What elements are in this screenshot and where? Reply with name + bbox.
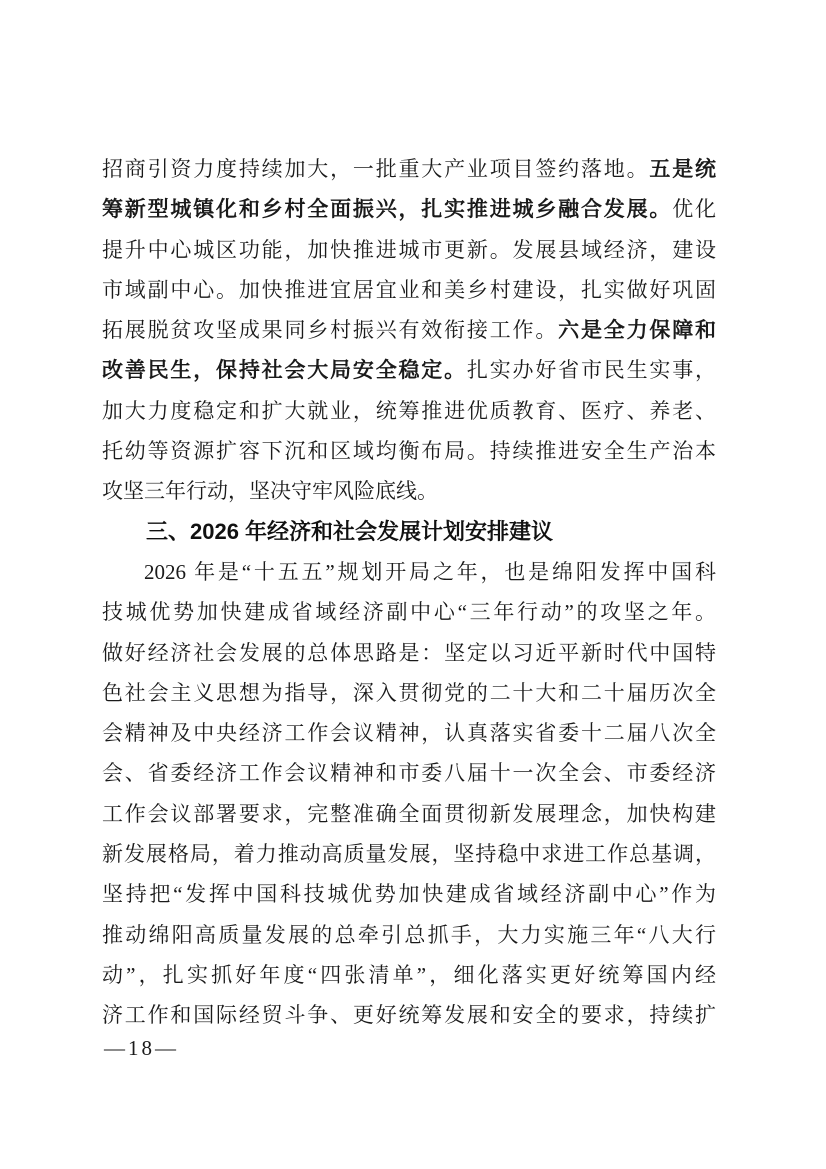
text-segment: 优化 [672,197,716,222]
text-line [102,633,716,673]
text-segment: 济工作和国际经贸斗争、更好统筹发展和安全的要求，持续扩 [102,1003,716,1028]
text-segment: 提升中心城区功能，加快推进城市更新。发展县域经济，建设 [102,237,716,262]
text-line [102,350,716,390]
text-line [102,552,716,592]
text-segment: 动”，扎实抓好年度“四张清单”，细化落实更好统筹国内经 [102,962,716,987]
page-number: —18— [104,1036,179,1060]
text-line [102,149,716,189]
text-segment: 做好经济社会发展的总体思路是：坚定以习近平新时代中国特 [102,640,716,665]
text-segment: 拓展脱贫攻坚成果同乡村振兴有效衔接工作。 [102,318,559,343]
text-line [102,713,716,753]
text-line [102,915,716,955]
text-content [102,149,716,1036]
bold-text-segment: 改善民生，保持社会大局安全稳定。 [102,359,467,383]
text-line [102,874,716,914]
text-segment: 攻坚三年行动，坚决守牢风险底线。 [102,479,438,504]
text-segment: 技城优势加快建成省域经济副中心“三年行动”的攻坚之年。 [102,600,716,625]
text-line [102,834,716,874]
text-line [102,189,716,229]
text-line [102,794,716,834]
text-line [102,270,716,310]
text-line [102,995,716,1035]
text-segment: 市域副中心。加快推进宜居宜业和美乡村建设，扎实做好巩固 [102,277,716,302]
text-line [102,431,716,471]
section-heading: 三、2026 年经济和社会发展计划安排建议 [146,518,554,544]
text-line [102,310,716,350]
paragraph-block-1 [102,149,716,512]
paragraph-block-2 [102,552,716,1036]
text-line [102,673,716,713]
text-segment: 扎实办好省市民生实事， [466,358,716,383]
text-line [102,391,716,431]
bold-text-segment: 五是统 [649,158,716,181]
text-segment: 托幼等资源扩容下沉和区域均衡布局。持续推进安全生产治本 [102,439,716,464]
text-segment: 工作会议部署要求，完整准确全面贯彻新发展理念，加快构建 [102,801,716,826]
text-line [102,753,716,793]
text-segment: 新发展格局，着力推动高质量发展，坚持稳中求进工作总基调， [102,842,716,867]
text-segment: 招商引资力度持续加大，一批重大产业项目签约落地。 [102,157,650,181]
text-segment: 2026 年是“十五五”规划开局之年，也是绵阳发挥中国科 [144,559,716,584]
text-segment: 会、省委经济工作会议精神和市委八届十一次全会、市委经济 [102,761,716,786]
text-segment: 加大力度稳定和扩大就业，统筹推进优质教育、医疗、养老、 [102,398,716,423]
text-segment: 推动绵阳高质量发展的总牵引总抓手，大力实施三年“八大行 [102,922,716,947]
text-line [102,471,716,511]
text-segment: 会精神及中央经济工作会议精神，认真落实省委十二届八次全 [102,721,716,746]
bold-text-segment: 六是全力保障和 [558,319,716,343]
text-segment: 色社会主义思想为指导，深入贯彻党的二十大和二十届历次全 [102,680,716,705]
text-line [102,592,716,632]
text-segment: 坚持把“发挥中国科技城优势加快建成省域经济副中心”作为 [102,882,716,907]
bold-text-segment: 筹新型城镇化和乡村全面振兴，扎实推进城乡融合发展。 [102,198,673,222]
text-line [102,230,716,270]
text-line [102,955,716,995]
